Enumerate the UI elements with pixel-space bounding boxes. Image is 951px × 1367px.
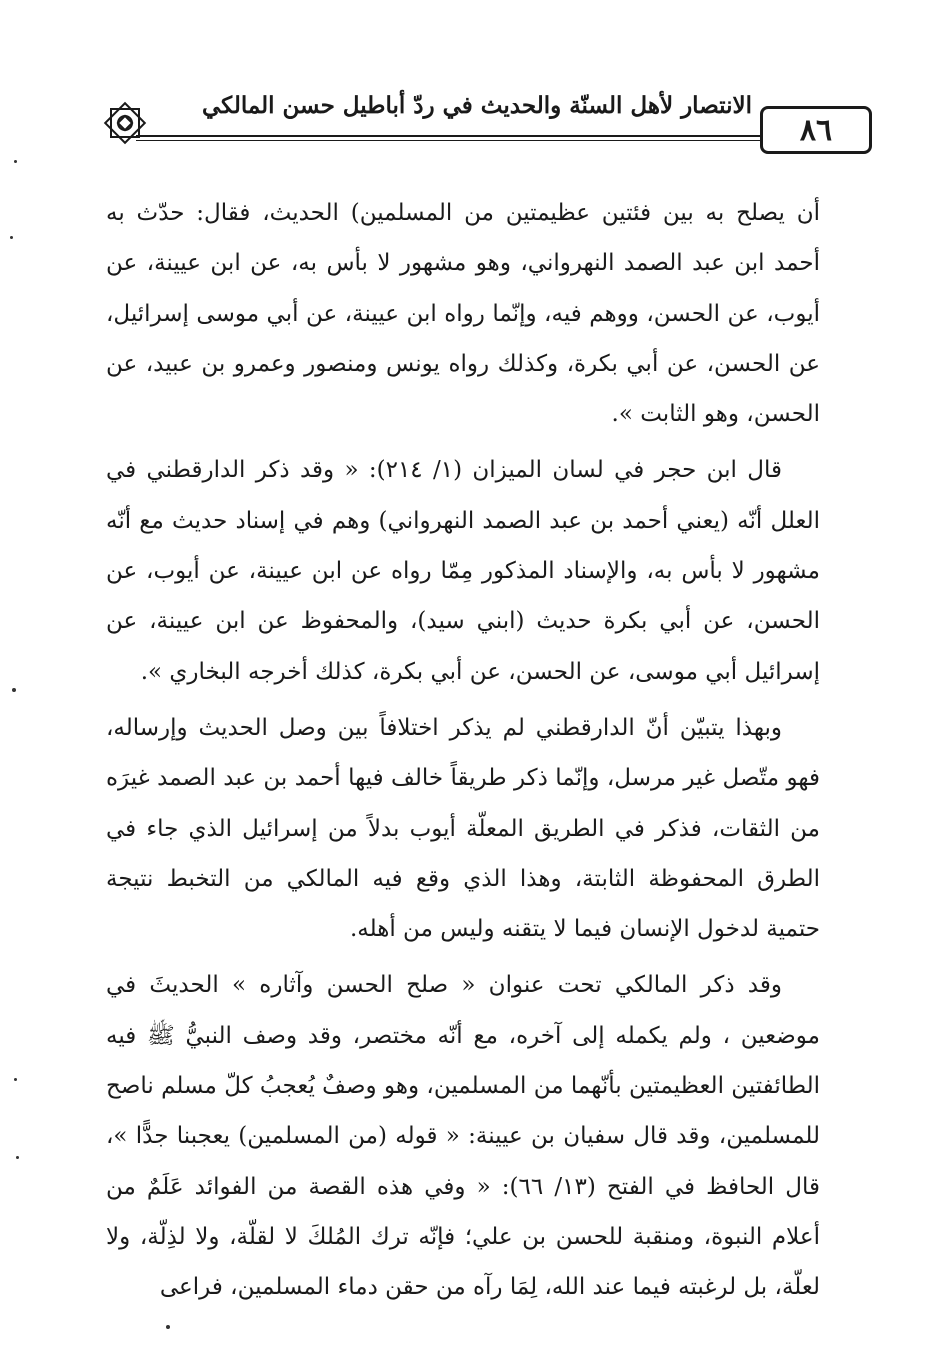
running-title: الانتصار لأهل السنّة والحديث في ردّ أباطيل حسن المالكي: [201, 92, 752, 119]
paragraph: قال ابن حجر في لسان الميزان (١/ ٢١٤): « وقد ذكر الدارقطني في العلل أنّه (يعني أحمد بن عبد الصمد النهرواني) وهم في إسناد حديث مع أنّه مشهور لا بأس به، والإسناد المذكور مِمّا رواه عن ابن عيينة، عن أيوب، عن الحسن، عن أبي بكرة حديث (ابني سيد)، والمحفوظ عن ابن عيينة، عن إسرائيل أبي موسى، عن الحسن، عن أبي بكرة، كذلك أخرجه البخاري ».: [106, 457, 820, 685]
body-text: [106, 188, 820, 1313]
scan-speck: [166, 1325, 170, 1329]
page-header: [100, 88, 842, 160]
paragraph: أن يصلح به بين فئتين عظيمتين من المسلمين) الحديث، فقال: حدّث به أحمد ابن عبد الصمد النهرواني، وهو مشهور لا بأس به، عن ابن عيينة، عن أيوب، عن الحسن، ووهم فيه، وإنّما رواه ابن عيينة، عن أبي موسى إسرائيل، عن الحسن، عن أبي بكرة، وكذلك رواه يونس ومنصور وعمرو بن عبيد، عن الحسن، وهو الثابت ».: [106, 200, 820, 428]
scan-speck: [14, 1078, 17, 1081]
scan-speck: [14, 160, 17, 163]
paragraph: وبهذا يتبيّن أنّ الدارقطني لم يذكر اختلافاً بين وصل الحديث وإرساله، فهو متّصل غير مرسل، وإنّما ذكر طريقاً خالف فيها أحمد بن عبد الصمد غيرَه من الثقات، فذكر في الطريق المعلّة أيوب بدلاً من إسرائيل الذي جاء في الطرق المحفوظة الثابتة، وهذا الذي وقع فيه المالكي من التخبط نتيجة حتمية لدخول الإنسان فيما لا يتقنه وليس من أهله.: [106, 714, 820, 943]
page-number: ٨٦: [760, 106, 872, 154]
header-rule: [136, 135, 762, 137]
header-rule-thin: [136, 140, 762, 141]
paragraph: وقد ذكر المالكي تحت عنوان « صلح الحسن وآثاره » الحديثَ في موضعين ، ولم يكمله إلى آخره، مع أنّه مختصر، وقد وصف النبيُّ ﷺ فيه الطائفتين العظيمتين بأنّهما من المسلمين، وهو وصفٌ يُعجبُ كلّ مسلم ناصح للمسلمين، وقد قال سفيان بن عيينة: « قوله (من المسلمين) يعجبنا جدًّا »، قال الحافظ في الفتح (١٣/ ٦٦): « وفي هذه القصة من الفوائد عَلَمٌ من أعلام النبوة، ومنقبة للحسن بن علي؛ فإنّه ترك المُلكَ لا لقلّة، ولا لذِلّة، ولا لعلّة، بل لرغبته فيما عند الله، لِمَا رآه من حقن دماء المسلمين، فراعى: [106, 972, 821, 1301]
scan-speck: [16, 1156, 19, 1159]
scan-speck: [12, 688, 16, 692]
scan-speck: [10, 236, 13, 239]
